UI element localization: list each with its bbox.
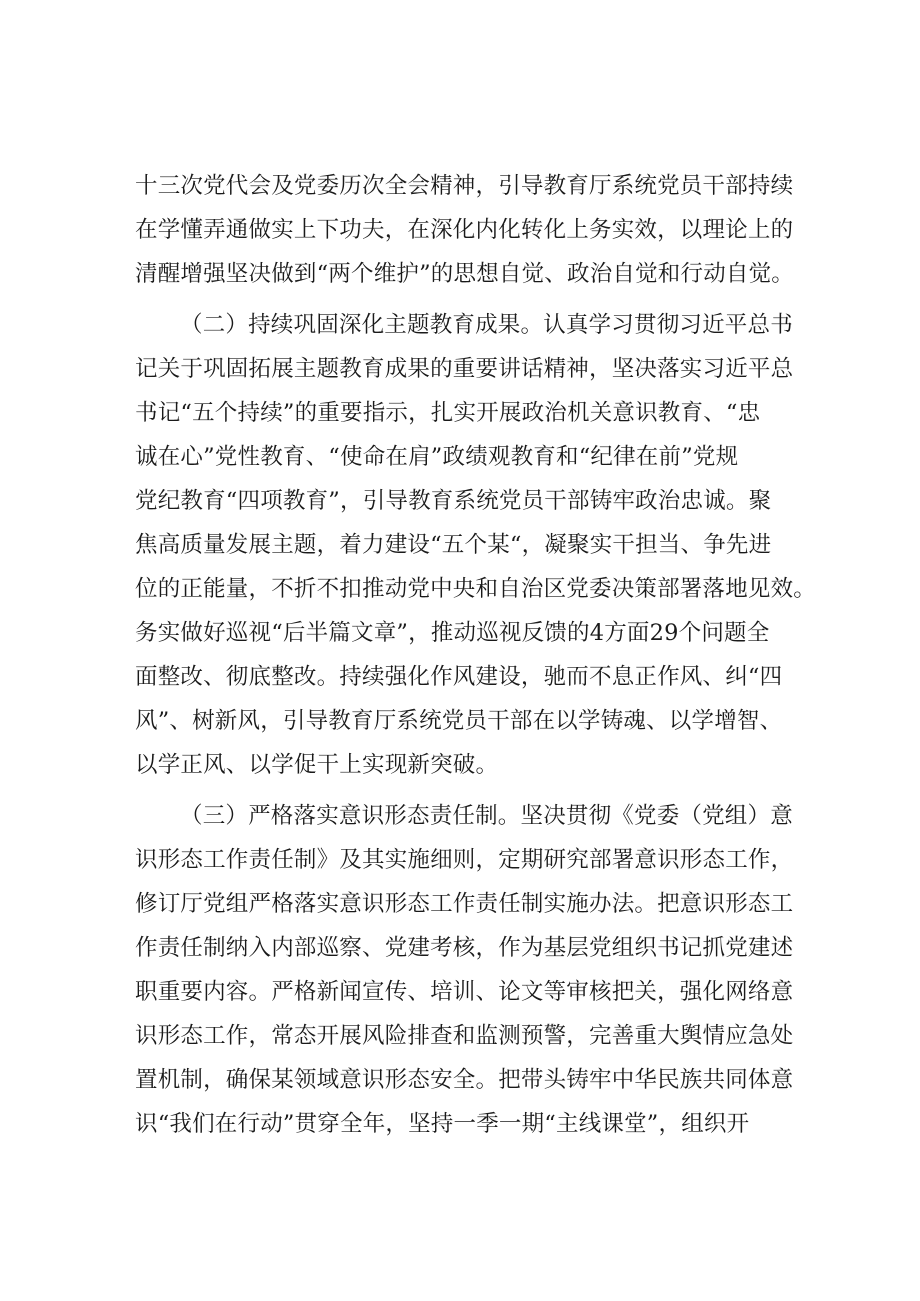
paragraph-line: 在学懂弄通做实上下功夫，在深化内化转化上务实效，以理论上的 <box>135 217 794 243</box>
paragraph-line: 以学正风、以学促干上实现新突破。 <box>135 752 499 778</box>
paragraph-line: 修订厅党组严格落实意识形态工作责任制实施办法。把意识形态工 <box>135 891 794 917</box>
paragraph-line: 十三次党代会及党委历次全会精神，引导教育厅系统党员干部持续 <box>135 173 794 199</box>
section-heading-line: （二）持续巩固深化主题教育成果。认真学习贯彻习近平总书 <box>180 312 793 338</box>
paragraph-line: 识形态工作，常态开展风险排查和监测预警，完善重大舆情应急处 <box>135 1023 794 1049</box>
paragraph-line: 书记“五个持续”的重要指示，扎实开展政治机关意识教育、“忠 <box>135 400 761 426</box>
paragraph-line: 记关于巩固拓展主题教育成果的重要讲话精神，坚决落实习近平总 <box>135 356 794 382</box>
paragraph-line: 风”、树新风，引导教育厅系统党员干部在以学铸魂、以学增智、 <box>135 708 783 734</box>
paragraph-line: 职重要内容。严格新闻宣传、培训、论文等审核把关，强化网络意 <box>135 979 794 1005</box>
section-heading-line: （三）严格落实意识形态责任制。坚决贯彻《党委（党组）意 <box>180 803 793 829</box>
paragraph-line: 务实做好巡视“后半篇文章”，推动巡视反馈的4方面29个问题全 <box>135 620 770 646</box>
paragraph-line: 清醒增强坚决做到“两个维护”的思想自觉、政治自觉和行动自觉。 <box>135 261 795 287</box>
paragraph-line: 识“我们在行动”贯穿全年，坚持一季一期“主线课堂”，组织开 <box>135 1111 750 1137</box>
paragraph-line: 焦高质量发展主题，着力建设“五个某“，凝聚实干担当、争先进 <box>135 532 772 558</box>
paragraph-line: 诚在心”党性教育、“使命在肩”政绩观教育和“纪律在前”党规 <box>135 444 739 470</box>
paragraph-line: 作责任制纳入内部巡察、党建考核，作为基层党组织书记抓党建述 <box>135 935 794 961</box>
paragraph-line: 置机制，确保某领域意识形态安全。把带头铸牢中华民族共同体意 <box>135 1067 794 1093</box>
paragraph-line: 党纪教育“四项教育”，引导教育系统党员干部铸牢政治忠诚。聚 <box>135 488 772 514</box>
paragraph-line: 识形态工作责任制》及其实施细则，定期研究部署意识形态工作， <box>135 847 794 873</box>
paragraph-line: 位的正能量，不折不扣推动党中央和自治区党委决策部署落地见效。 <box>135 576 817 602</box>
paragraph-line: 面整改、彻底整改。持续强化作风建设，驰而不息正作风、纠“四 <box>135 664 783 690</box>
